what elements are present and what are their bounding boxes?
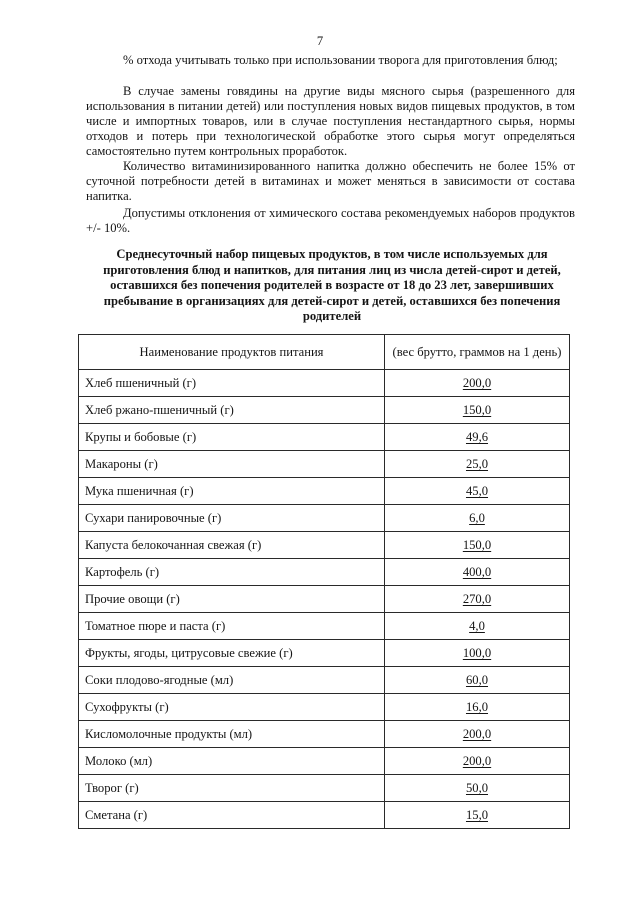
header-product-name: Наименование продуктов питания (79, 335, 385, 370)
product-weight-cell (385, 640, 570, 667)
product-weight-value: 150,0 (462, 402, 492, 417)
table-row (79, 802, 570, 829)
table-row (79, 478, 570, 505)
table-row (79, 559, 570, 586)
products-table (78, 334, 570, 829)
table-row (79, 586, 570, 613)
product-name-cell: Хлеб ржано-пшеничный (г) (79, 397, 385, 424)
table-row (79, 451, 570, 478)
product-weight-value: 25,0 (465, 456, 489, 471)
header-weight: (вес брутто, граммов на 1 день) (385, 335, 570, 370)
product-weight-cell (385, 586, 570, 613)
table-row (79, 775, 570, 802)
table-row (79, 694, 570, 721)
table-row (79, 748, 570, 775)
product-name-cell: Сметана (г) (79, 802, 385, 829)
paragraph-1: % отхода учитывать только при использовании творога для приготовления блюд; (123, 53, 558, 67)
table-row (79, 640, 570, 667)
product-name-cell: Капуста белокочанная свежая (г) (79, 532, 385, 559)
product-name-cell: Творог (г) (79, 775, 385, 802)
table-body (79, 370, 570, 829)
paragraph-3: Количество витаминизированного напитка должно обеспечить не более 15% от суточной потребности детей в витаминах и может меняться в зависимости от состава напитка. (86, 159, 575, 203)
product-weight-cell (385, 694, 570, 721)
product-name-cell: Молоко (мл) (79, 748, 385, 775)
product-weight-value: 60,0 (465, 672, 489, 687)
product-name-cell: Картофель (г) (79, 559, 385, 586)
product-weight-value: 15,0 (465, 807, 489, 822)
product-name-cell: Сухари панировочные (г) (79, 505, 385, 532)
product-weight-value: 200,0 (462, 753, 492, 768)
product-weight-value: 100,0 (462, 645, 492, 660)
product-name-cell: Соки плодово-ягодные (мл) (79, 667, 385, 694)
paragraph-2: В случае замены говядины на другие виды мясного сырья (разрешенного для использования в питании детей) или поступления новых видов пищевых продуктов, в том числе и импортных товаров, или в случае поступления нестандартного сырья, нормы отходов и потерь при технологической обработке этого сырья могут определяться самостоятельно путем контрольных проработок. (86, 84, 575, 158)
product-weight-cell (385, 478, 570, 505)
table-header-row (79, 335, 570, 370)
product-weight-value: 49,6 (465, 429, 489, 444)
table-title: Среднесуточный набор пищевых продуктов, в том числе используемых для приготовления блюд и напитков, для питания лиц из числа детей-сирот и детей, оставшихся без попечения родителей в возрасте от 18 до 23 лет, завершивших пребывание в организациях для детей-сирот и детей, оставшихся без попечения родителей (103, 247, 561, 323)
table-row (79, 505, 570, 532)
product-name-cell: Кисломолочные продукты (мл) (79, 721, 385, 748)
product-weight-cell (385, 424, 570, 451)
product-weight-value: 200,0 (462, 726, 492, 741)
product-weight-cell (385, 748, 570, 775)
product-weight-value: 6,0 (469, 510, 485, 525)
table-row (79, 397, 570, 424)
product-weight-cell (385, 775, 570, 802)
table-row (79, 667, 570, 694)
product-weight-cell (385, 802, 570, 829)
table-row (79, 613, 570, 640)
product-weight-cell (385, 721, 570, 748)
product-weight-cell (385, 451, 570, 478)
product-weight-cell (385, 667, 570, 694)
table-row (79, 532, 570, 559)
product-weight-value: 16,0 (465, 699, 489, 714)
product-weight-cell (385, 532, 570, 559)
product-name-cell: Хлеб пшеничный (г) (79, 370, 385, 397)
product-weight-cell (385, 613, 570, 640)
product-name-cell: Крупы и бобовые (г) (79, 424, 385, 451)
product-name-cell: Сухофрукты (г) (79, 694, 385, 721)
product-weight-cell (385, 370, 570, 397)
product-weight-cell (385, 505, 570, 532)
product-name-cell: Мука пшеничная (г) (79, 478, 385, 505)
product-weight-value: 150,0 (462, 537, 492, 552)
product-weight-value: 45,0 (465, 483, 489, 498)
product-name-cell: Макароны (г) (79, 451, 385, 478)
product-name-cell: Фрукты, ягоды, цитрусовые свежие (г) (79, 640, 385, 667)
product-weight-value: 200,0 (462, 375, 492, 390)
product-weight-cell (385, 397, 570, 424)
product-weight-value: 50,0 (465, 780, 489, 795)
table-row (79, 370, 570, 397)
product-name-cell: Томатное пюре и паста (г) (79, 613, 385, 640)
table-row (79, 424, 570, 451)
product-weight-value: 270,0 (462, 591, 492, 606)
page-number: 7 (316, 34, 324, 48)
paragraph-4: Допустимы отклонения от химического состава рекомендуемых наборов продуктов +/- 10%. (86, 206, 575, 235)
table-row (79, 721, 570, 748)
product-weight-value: 4,0 (469, 618, 485, 633)
product-weight-value: 400,0 (462, 564, 492, 579)
product-weight-cell (385, 559, 570, 586)
product-name-cell: Прочие овощи (г) (79, 586, 385, 613)
